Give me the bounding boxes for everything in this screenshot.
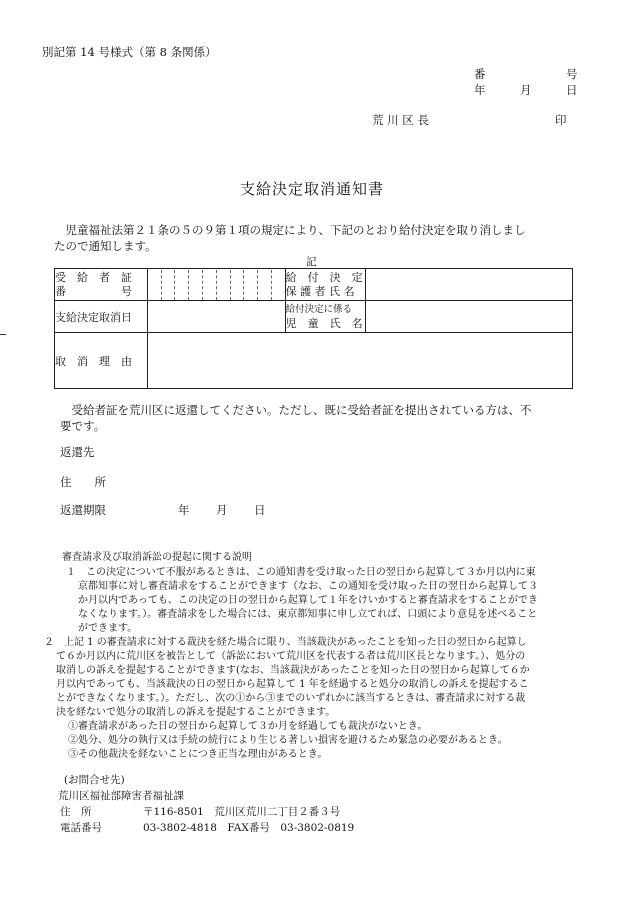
contact-department: 荒川区福祉部障害者福祉課 [58, 790, 184, 802]
notice-table [54, 268, 573, 389]
seal-mark: 印 [555, 113, 567, 127]
margin-tick [0, 334, 6, 335]
appeal-heading: 審査請求及び取消訴訟の提起に関する説明 [62, 552, 252, 563]
appeal-p2-line-2: て６か月以内に荒川区を被告として（訴訟において荒川区を代表する者は荒川区長となります。）、処分の [56, 651, 526, 662]
deadline-year-label: 年 [178, 503, 190, 517]
appeal-p1-line-5: ができます。 [78, 623, 138, 634]
appeal-item-2: ②処分、処分の執行又は手続の続行により生じる著しい損害を避けるため緊急の必要があるとき。 [68, 735, 508, 746]
child-name-label: 給付決定に係る 児 童 氏 名 [285, 301, 366, 333]
appeal-item-1: ①審査請求があった日の翌日から起算して３か月を経過しても裁決がないとき。 [68, 721, 428, 732]
return-to-label: 返還先 [60, 445, 95, 459]
guardian-name-field[interactable] [366, 269, 573, 301]
child-name-field[interactable] [366, 301, 573, 333]
appeal-p2-line-4: 月以内であっても、当該裁決の日の翌日から起算して 1 年を経過すると処分の取消しの訴えを提起するこ [56, 679, 529, 690]
document-number-label: 番 号 [474, 67, 578, 81]
intro-line-1: 児童福祉法第２１条の５の９第１項の規定により、下記のとおり給付決定を取り消しまし [54, 223, 526, 237]
deadline-month-label: 月 [216, 503, 228, 517]
return-note-line-1: 受給者証を荒川区に返還してください。ただし、既に受給者証を提出されている方は、不 [60, 403, 532, 417]
appeal-item-3: ③その他裁決を経ないことにつき正当な理由があるとき。 [68, 749, 328, 760]
contact-address-value: 〒116-8501 荒川区荒川二丁目２番３号 [143, 806, 341, 818]
recipient-cert-label: 受 給 者 証 番 号 [55, 269, 148, 301]
contact-address-label: 住 所 [60, 806, 92, 818]
intro-line-2: たので通知します。 [54, 239, 157, 253]
issuer-label: 荒 川 区 長 [372, 113, 429, 127]
return-deadline-label: 返還期限 [60, 503, 106, 517]
contact-phone-value: 03-3802-4818 FAX番号 03-3802-0819 [143, 822, 355, 834]
appeal-p2-line-5: とができなくなります。）。ただし、次の①から③までのいずれかに該当するときは、審査請求に対する裁 [56, 693, 526, 704]
cancel-reason-label: 取 消 理 由 [55, 333, 148, 389]
appeal-p1-line-3: か月以内であっても、この決定の日の翌日から起算して１年をけいかすると審査請求をすることができ [78, 595, 538, 606]
appeal-p1-line-4: なくなります。）。審査請求をした場合には、東京都知事に申し立てれば、口頭により意見を述べること [78, 609, 538, 620]
cancel-date-label: 支給決定取消日 [55, 301, 148, 333]
document-date-label: 年 月 日 [474, 83, 578, 97]
contact-phone-label: 電話番号 [60, 822, 102, 834]
appeal-p2-line-3: 取消しの訴えを提起することができます(なお、当該裁決があったことを知った日の翌日から起算して６か [56, 665, 530, 676]
appeal-p2-line-6: 決を経ないで処分の取消しの訴えを提起することができます。 [56, 707, 336, 718]
ki-mark: 記 [306, 256, 317, 268]
cancel-reason-field[interactable] [147, 333, 572, 389]
cancel-date-field[interactable] [147, 301, 285, 333]
appeal-p1-line-2: 京都知事に対し審査請求をすることができます（なお、この通知を受け取った日の翌日から起算して３ [78, 581, 538, 592]
contact-heading: (お問合せ先) [64, 774, 125, 786]
appeal-p2-line-1: ２ 上記 1 の審査請求に対する裁決を経た場合に限り、当該裁決があったことを知った日の翌日から起算し [44, 637, 527, 648]
appeal-p1-line-1: １ この決定について不服があるときは、この通知書を受け取った日の翌日から起算して３か月以内に東 [66, 567, 536, 578]
form-reference: 別記第 14 号様式（第 8 条関係） [42, 45, 217, 59]
deadline-day-label: 日 [254, 503, 266, 517]
guardian-name-label: 給 付 決 定 保 護 者 氏 名 [285, 269, 366, 301]
recipient-cert-number-boxes[interactable] [147, 269, 285, 301]
return-address-label: 住 所 [60, 475, 106, 489]
document-title: 支給決定取消通知書 [240, 180, 385, 198]
return-note-line-2: 要です。 [60, 419, 106, 433]
